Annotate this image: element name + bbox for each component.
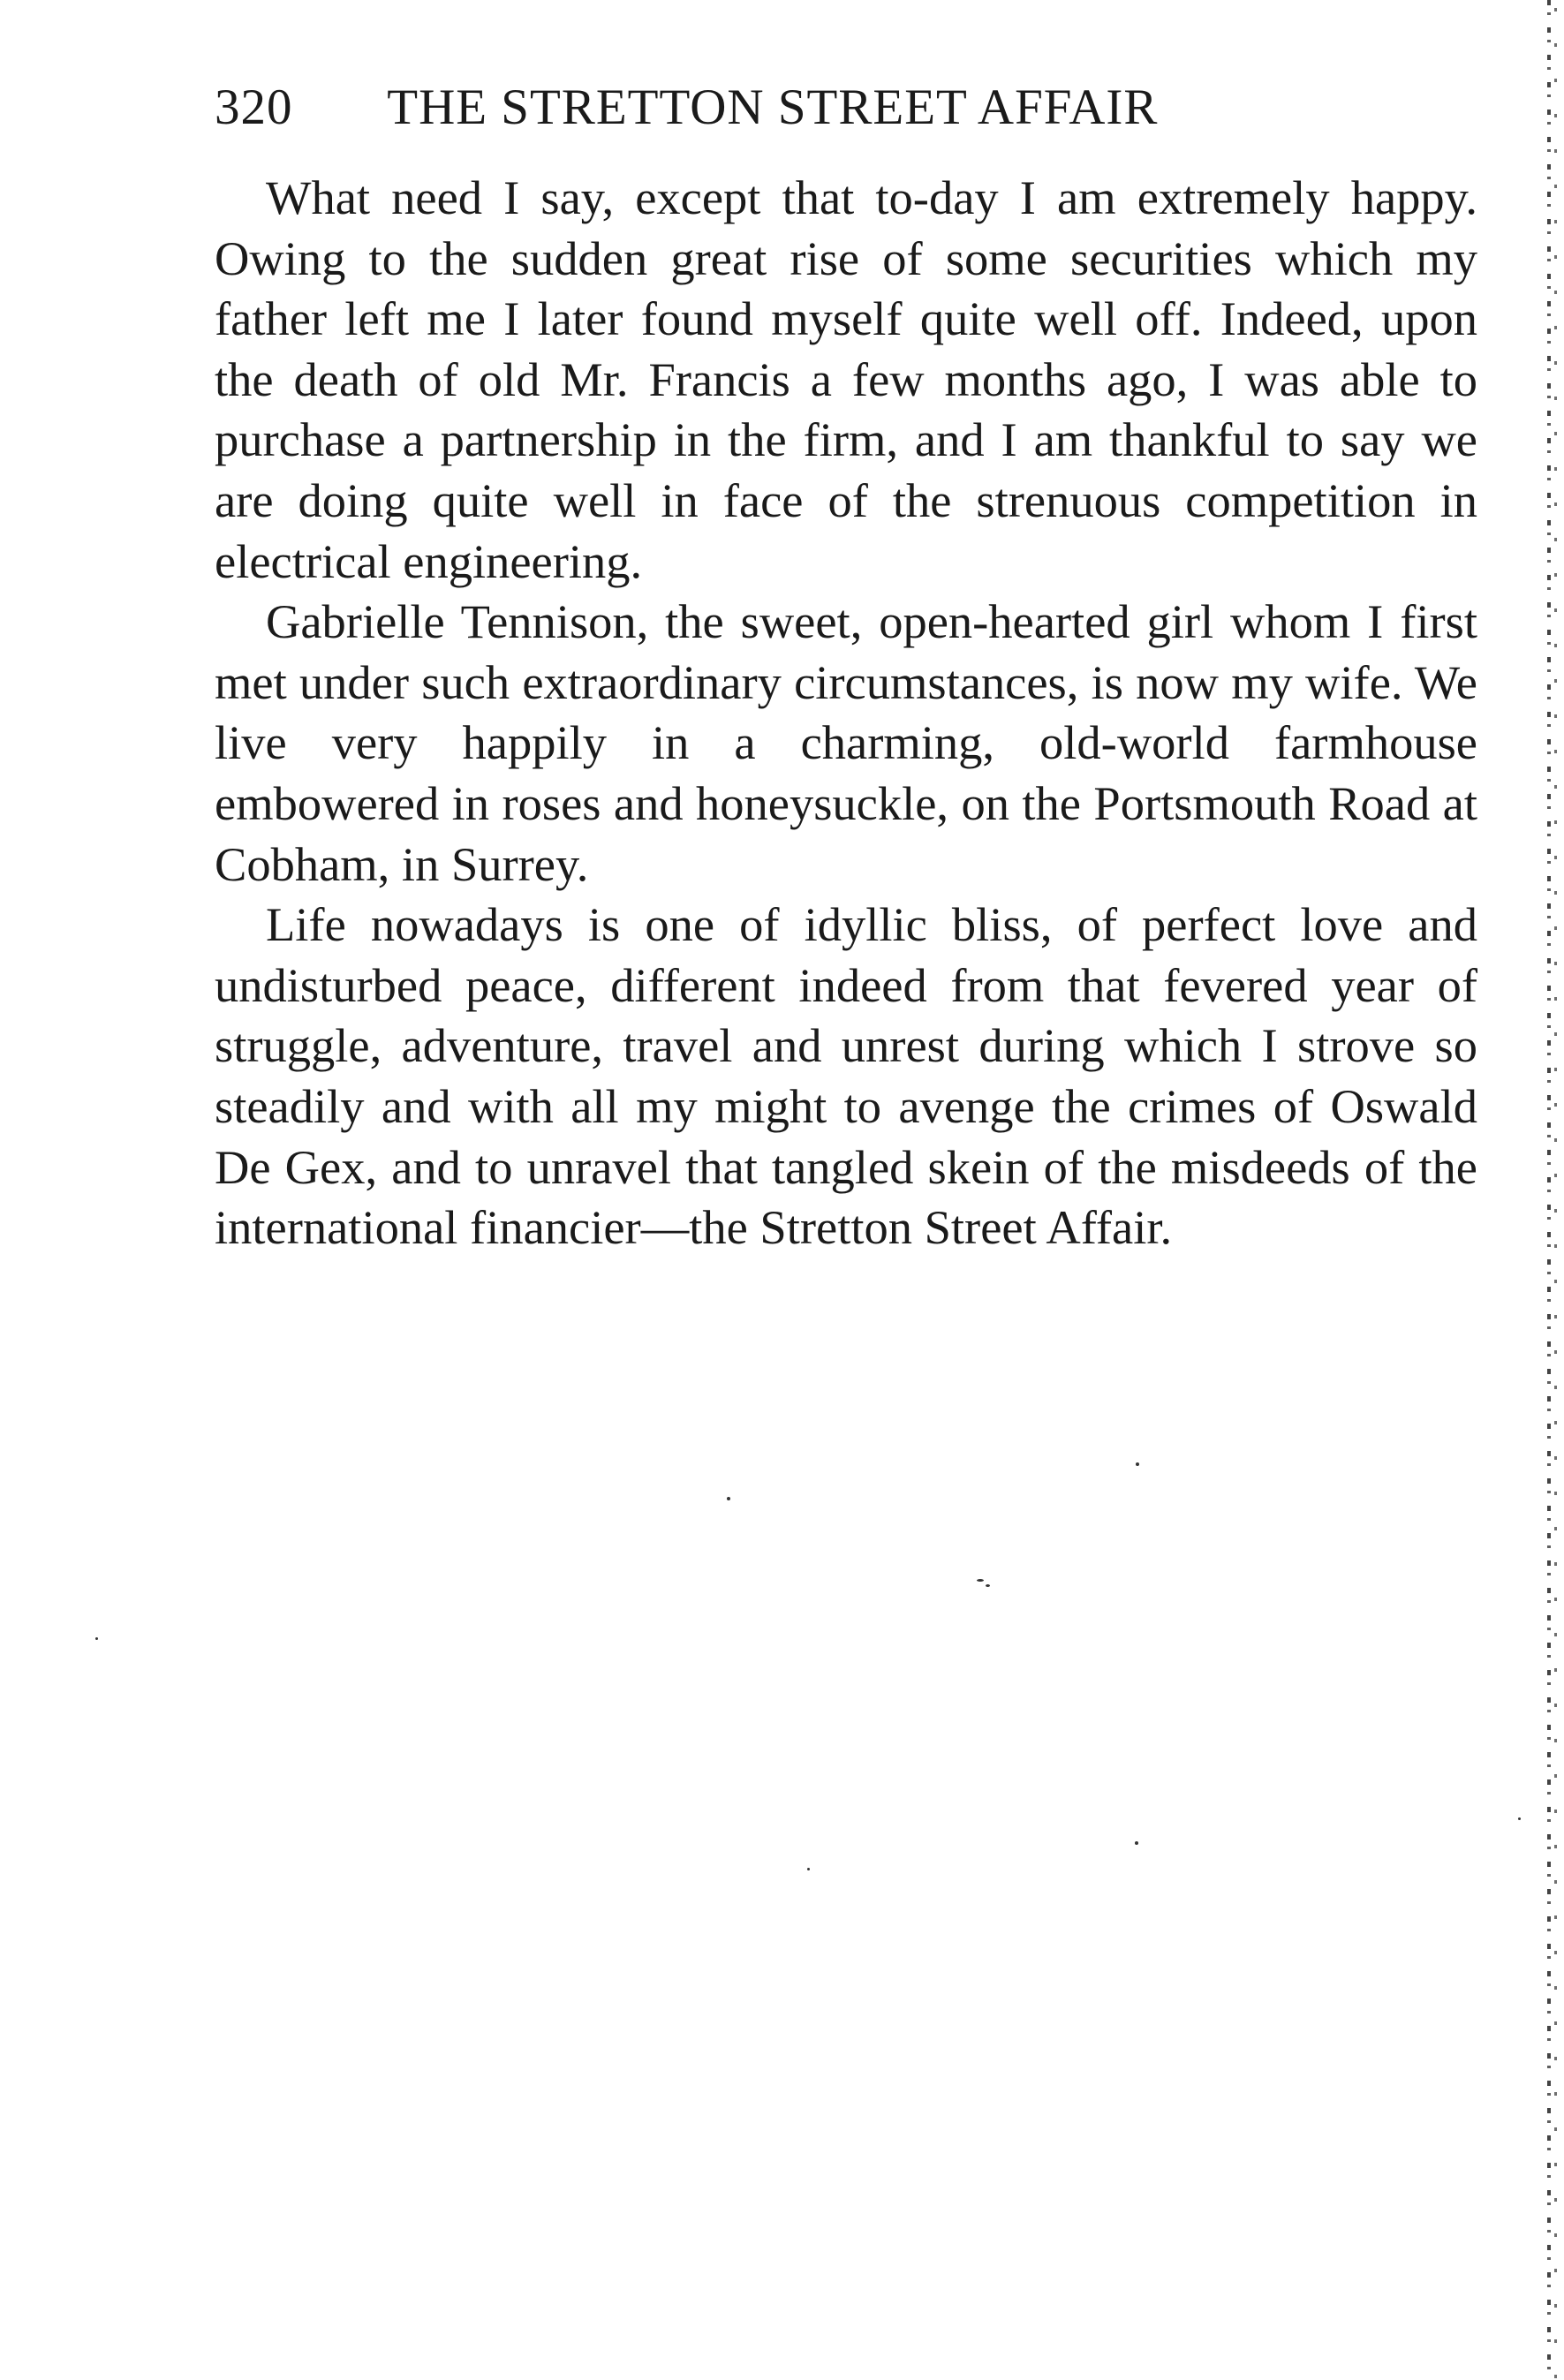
scan-speck [1518, 1817, 1521, 1820]
paragraph-1: What need I say, except that to-day I am extremely happy. Owing to the sudden great rise of some securities which my father left me I later found myself quite well off. Indeed, upon the death of old Mr. Francis a few months ago, I was able to purchase a partnership in the firm, and I am thankful to say we are doing quite well in face of the strenuous competition in electrical engineering. [215, 170, 1477, 588]
scan-speck [727, 1497, 730, 1500]
scan-speck [95, 1637, 98, 1640]
book-title: THE STRETTON STREET AFFAIR [387, 79, 1159, 135]
page-number: 320 [215, 79, 293, 135]
body-text [215, 168, 1477, 1258]
running-head [215, 72, 1477, 143]
scan-speck [986, 1584, 990, 1587]
scan-gutter-edge [1547, 0, 1551, 2380]
scan-speck [807, 1868, 810, 1870]
scan-speck [1136, 1462, 1139, 1466]
scan-gutter-edge [1554, 0, 1557, 2380]
scan-speck [977, 1579, 984, 1582]
scan-speck [1135, 1841, 1138, 1845]
paragraph-2: Gabrielle Tennison, the sweet, open-hearted girl whom I first met under such extraordinary circumstances, is now my wife. We live very happily in a charming, old-world farmhouse embowered in roses and honeysuckle, on the Portsmouth Road at Cobham, in Surrey. [215, 594, 1477, 891]
paragraph-3: Life nowadays is one of idyllic bliss, of perfect love and undisturbed peace, different indeed from that fevered year of struggle, adventure, travel and unrest during which I strove so steadily and with all my might to avenge the crimes of Oswald De Gex, and to unravel that tangled skein of the misdeeds of the international financier—the Stretton Street Affair. [215, 897, 1477, 1255]
